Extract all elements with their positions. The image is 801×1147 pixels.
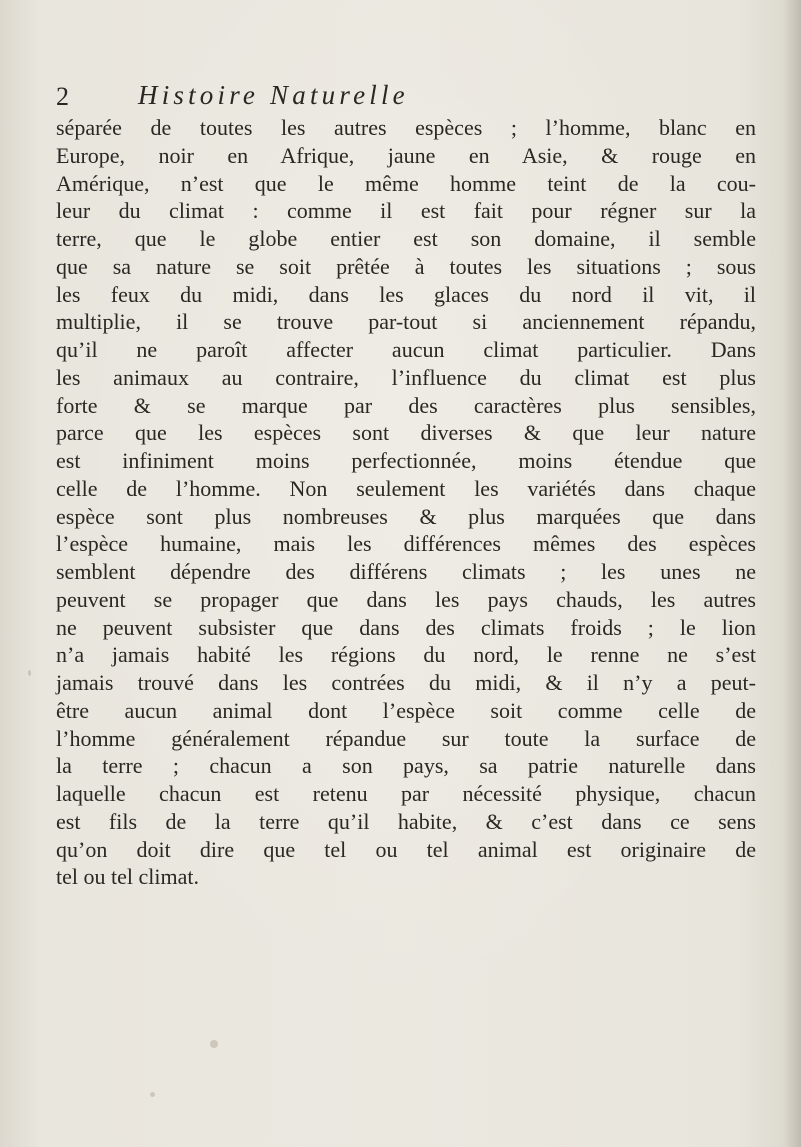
text-line: jamais trouvé dans les contrées du midi, & il n’y a peut-	[56, 670, 756, 695]
text-line: Amérique, n’est que le même homme teint de la cou-	[56, 170, 756, 196]
text-line: tel ou tel climat.	[56, 864, 199, 890]
text-line: semblent dépendre des différens climats ; les unes ne	[56, 559, 756, 584]
text-line: l’homme généralement répandue sur toute la surface de	[56, 725, 756, 751]
paper-spot	[28, 670, 31, 676]
text-line: forte & se marque par des caractères plus sensibles,	[56, 392, 756, 418]
text-line: leur du climat : comme il est fait pour régner sur la	[56, 198, 756, 224]
text-line: parce que les espèces sont diverses & que leur nature	[56, 420, 756, 446]
text-line: qu’on doit dire que tel ou tel animal est originaire de	[56, 836, 756, 862]
body-text	[56, 114, 756, 891]
page-number: 2	[56, 82, 69, 111]
text-line: être aucun animal dont l’espèce soit comme celle de	[56, 697, 756, 723]
text-line: les animaux au contraire, l’influence du climat est plus	[56, 364, 756, 390]
text-line: laquelle chacun est retenu par nécessité physique, chacun	[56, 781, 756, 806]
text-line: Europe, noir en Afrique, jaune en Asie, & rouge en	[56, 142, 756, 168]
text-line: celle de l’homme. Non seulement les variétés dans chaque	[56, 475, 756, 501]
text-line: la terre ; chacun a son pays, sa patrie naturelle dans	[56, 753, 756, 779]
text-line: multiplie, il se trouve par-tout si anciennement répandu,	[56, 309, 756, 335]
text-line: ne peuvent subsister que dans des climats froids ; le lion	[56, 614, 756, 640]
text-line: terre, que le globe entier est son domaine, il semble	[56, 226, 756, 251]
text-line: séparée de toutes les autres espèces ; l’homme, blanc en	[56, 115, 756, 140]
text-line: espèce sont plus nombreuses & plus marquées que dans	[56, 503, 756, 529]
text-line: l’espèce humaine, mais les différences mêmes des espèces	[56, 531, 756, 557]
text-line: est fils de la terre qu’il habite, & c’est dans ce sens	[56, 808, 756, 834]
text-line: peuvent se propager que dans les pays chauds, les autres	[56, 586, 756, 612]
paper-spot	[150, 1092, 155, 1097]
text-line: les feux du midi, dans les glaces du nord il vit, il	[56, 281, 756, 307]
text-line: n’a jamais habité les régions du nord, le renne ne s’est	[56, 642, 756, 668]
text-line: qu’il ne paroît affecter aucun climat particulier. Dans	[56, 337, 756, 362]
paper-spot	[210, 1040, 218, 1048]
text-line: que sa nature se soit prêtée à toutes les situations ; sous	[56, 253, 756, 279]
running-title: Histoire Naturelle	[138, 80, 409, 110]
text-line: est infiniment moins perfectionnée, moins étendue que	[56, 448, 756, 473]
